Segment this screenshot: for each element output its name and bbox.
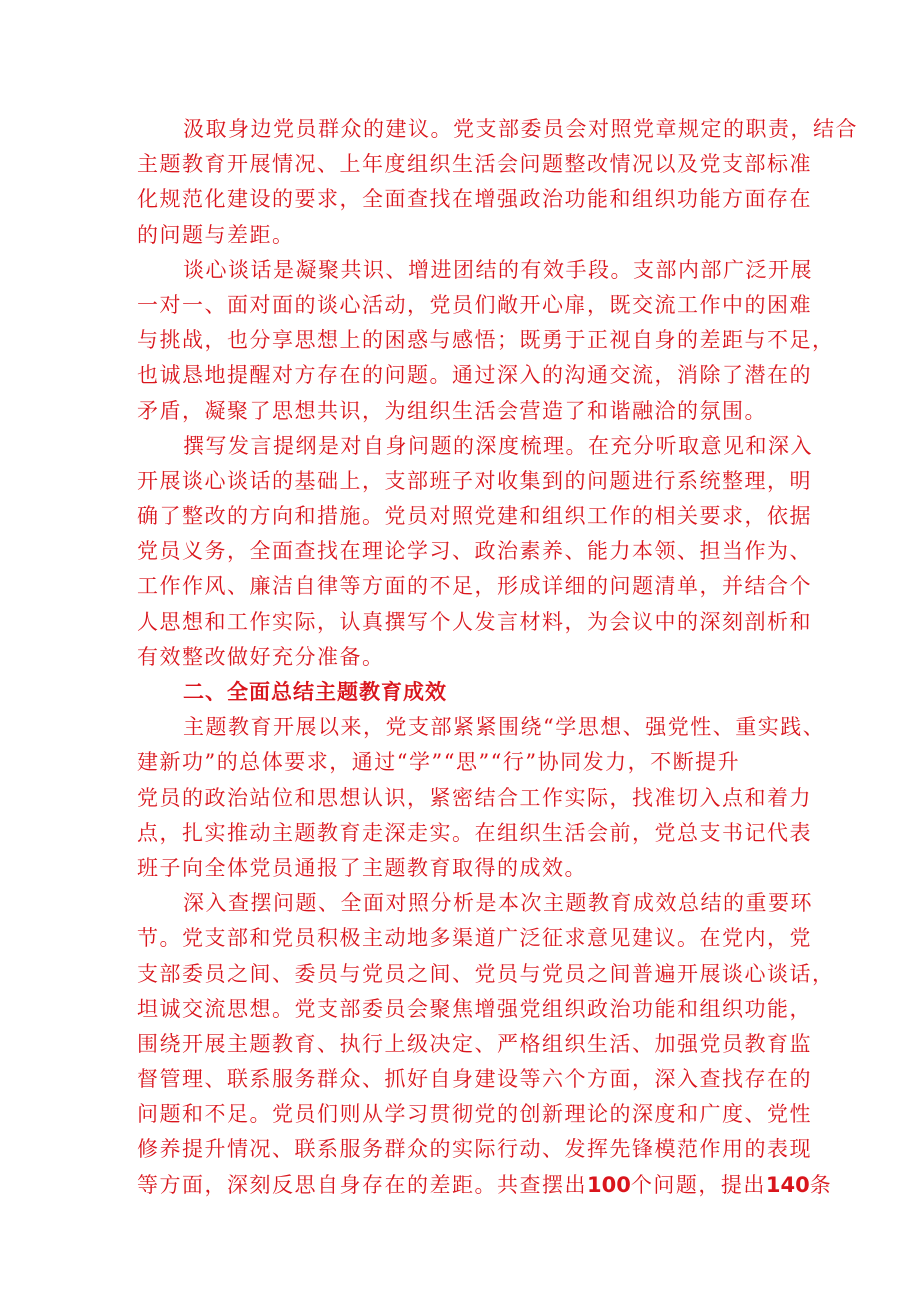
text-line: 汲取身边党员群众的建议。党支部委员会对照党章规定的职责，结合 bbox=[183, 117, 858, 141]
final-line-text-before: 等方面，深刻反思自身存在的差距。共查摆出 bbox=[137, 1172, 587, 1197]
text-line: 工作作风、廉洁自律等方面的不足，形成详细的问题清单，并结合个 bbox=[137, 574, 812, 599]
text-line: 有效整改做好充分准备。 bbox=[137, 644, 385, 669]
text-line: 深入查摆问题、全面对照分析是本次主题教育成效总结的重要环 bbox=[183, 891, 813, 916]
text-line: 主题教育开展情况、上年度组织生活会问题整改情况以及党支部标准 bbox=[137, 152, 812, 177]
section-heading: 二、全面总结主题教育成效 bbox=[183, 680, 447, 704]
text-line: 围绕开展主题教育、执行上级决定、严格组织生活、加强党员教育监 bbox=[137, 1031, 812, 1056]
item-count: 140 bbox=[765, 1172, 810, 1197]
text-line: 建新功”的总体要求，通过“学”“思”“行”协同发力，不断提升 bbox=[137, 750, 741, 775]
text-line: 节。党支部和党员积极主动地多渠道广泛征求意见建议。在党内，党 bbox=[137, 926, 812, 951]
text-line: 修养提升情况、联系服务群众的实际行动、发挥先锋模范作用的表现 bbox=[137, 1137, 812, 1162]
text-line: 撰写发言提纲是对自身问题的深度梳理。在充分听取意见和深入 bbox=[183, 433, 813, 458]
text-line: 党员的政治站位和思想认识，紧密结合工作实际，找准切入点和着力 bbox=[137, 785, 812, 810]
text-line: 班子向全体党员通报了主题教育取得的成效。 bbox=[137, 855, 587, 880]
text-line: 一对一、面对面的谈心活动，党员们敞开心扉，既交流工作中的困难 bbox=[137, 292, 812, 317]
text-line: 人思想和工作实际，认真撰写个人发言材料，为会议中的深刻剖析和 bbox=[137, 609, 812, 634]
text-line: 点，扎实推动主题教育走深走实。在组织生活会前，党总支书记代表 bbox=[137, 820, 812, 845]
problem-count: 100 bbox=[587, 1172, 631, 1197]
text-line: 主题教育开展以来，党支部紧紧围绕“学思想、强党性、重实践、 bbox=[183, 715, 826, 740]
text-line: 问题和不足。党员们则从学习贯彻党的创新理论的深度和广度、党性 bbox=[137, 1102, 812, 1127]
text-line: 坦诚交流思想。党支部委员会聚焦增强党组织政治功能和组织功能， bbox=[137, 996, 812, 1021]
text-line: 与挑战，也分享思想上的困惑与感悟；既勇于正视自身的差距与不足， bbox=[137, 328, 835, 353]
final-line-text-middle: 个问题，提出 bbox=[630, 1172, 766, 1197]
document-body bbox=[137, 112, 858, 1203]
text-line-final bbox=[137, 1168, 833, 1203]
text-line: 化规范化建设的要求，全面查找在增强政治功能和组织功能方面存在 bbox=[137, 187, 812, 212]
text-line: 也诚恳地提醒对方存在的问题。通过深入的沟通交流，消除了潜在的 bbox=[137, 363, 812, 388]
text-line: 谈心谈话是凝聚共识、增进团结的有效手段。支部内部广泛开展 bbox=[183, 257, 813, 282]
text-line: 确了整改的方向和措施。党员对照党建和组织工作的相关要求，依据 bbox=[137, 504, 812, 529]
text-line: 矛盾，凝聚了思想共识，为组织生活会营造了和谐融洽的氛围。 bbox=[137, 398, 767, 423]
text-line: 的问题与差距。 bbox=[137, 222, 295, 247]
text-line: 开展谈心谈话的基础上，支部班子对收集到的问题进行系统整理，明 bbox=[137, 468, 812, 493]
text-line: 支部委员之间、委员与党员之间、党员与党员之间普遍开展谈心谈话， bbox=[137, 961, 835, 986]
text-line: 党员义务，全面查找在理论学习、政治素养、能力本领、担当作为、 bbox=[137, 539, 812, 564]
text-line: 督管理、联系服务群众、抓好自身建设等六个方面，深入查找存在的 bbox=[137, 1067, 812, 1092]
final-line-text-after: 条 bbox=[809, 1172, 833, 1197]
